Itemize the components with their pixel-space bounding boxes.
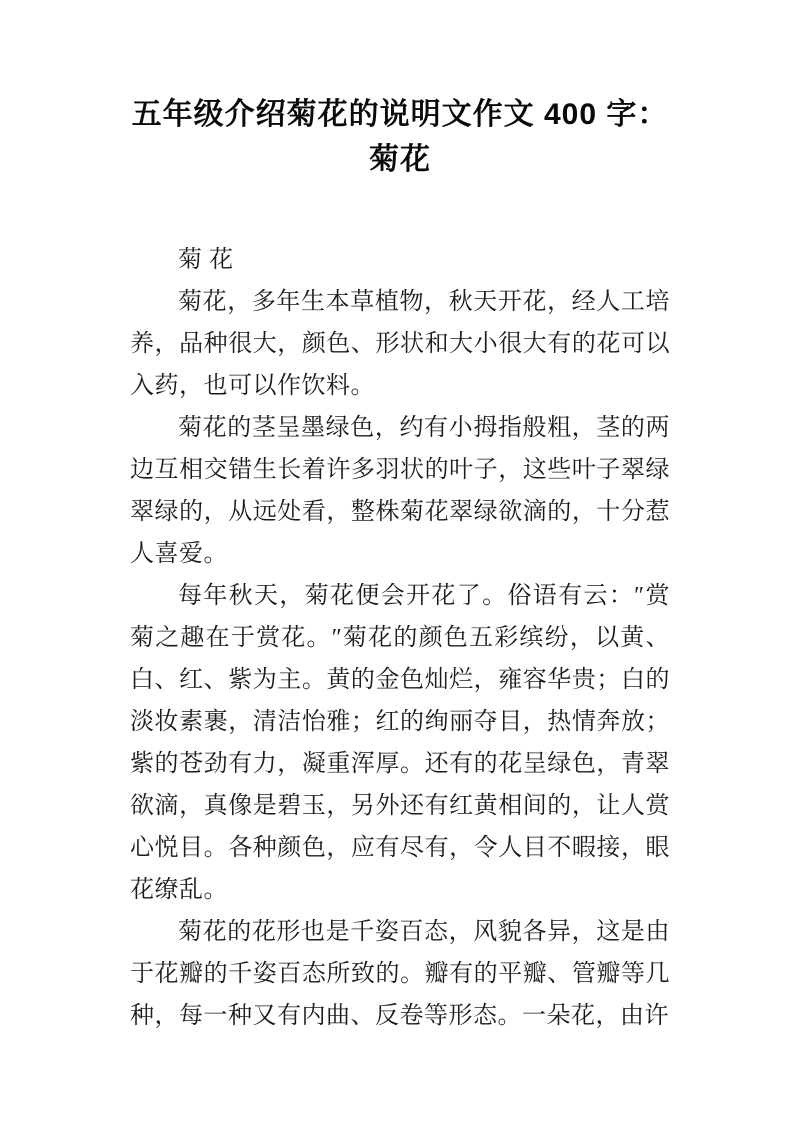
title-line-2: 菊花	[369, 143, 431, 176]
title-line-1: 五年级介绍菊花的说明文作文 400 字：	[131, 98, 669, 131]
essay-paragraph-3: 每年秋天，菊花便会开花了。俗语有云：″赏菊之趣在于赏花。″菊花的颜色五彩缤纷，以黄、白、红、紫为主。黄的金色灿烂，雍容华贵；白的淡妆素裹，清洁怡雅；红的绚丽夺目，热情奔放；紫的苍劲有力，凝重浑厚。还有的花呈绿色，青翠欲滴，真像是碧玉，另外还有红黄相间的，让人赏心悦目。各种颜色，应有尽有，令人目不暇接，眼花缭乱。	[130, 583, 670, 903]
essay-paragraph-2: 菊花的茎呈墨绿色，约有小拇指般粗，茎的两边互相交错生长着许多羽状的叶子，这些叶子翠绿翠绿的，从远处看，整株菊花翠绿欲滴的，十分惹人喜爱。	[130, 415, 670, 567]
essay-heading: 菊 花	[178, 247, 234, 273]
essay-paragraph-4: 菊花的花形也是千姿百态，风貌各异，这是由于花瓣的千姿百态所致的。瓣有的平瓣、管瓣等几种，每一种又有内曲、反卷等形态。一朵花，由许	[130, 919, 670, 1029]
essay-body	[130, 239, 670, 1037]
document-title	[110, 92, 690, 182]
essay-paragraph-1: 菊花，多年生本草植物，秋天开花，经人工培养，品种很大，颜色、形状和大小很大有的花可以入药，也可以作饮料。	[130, 289, 670, 399]
